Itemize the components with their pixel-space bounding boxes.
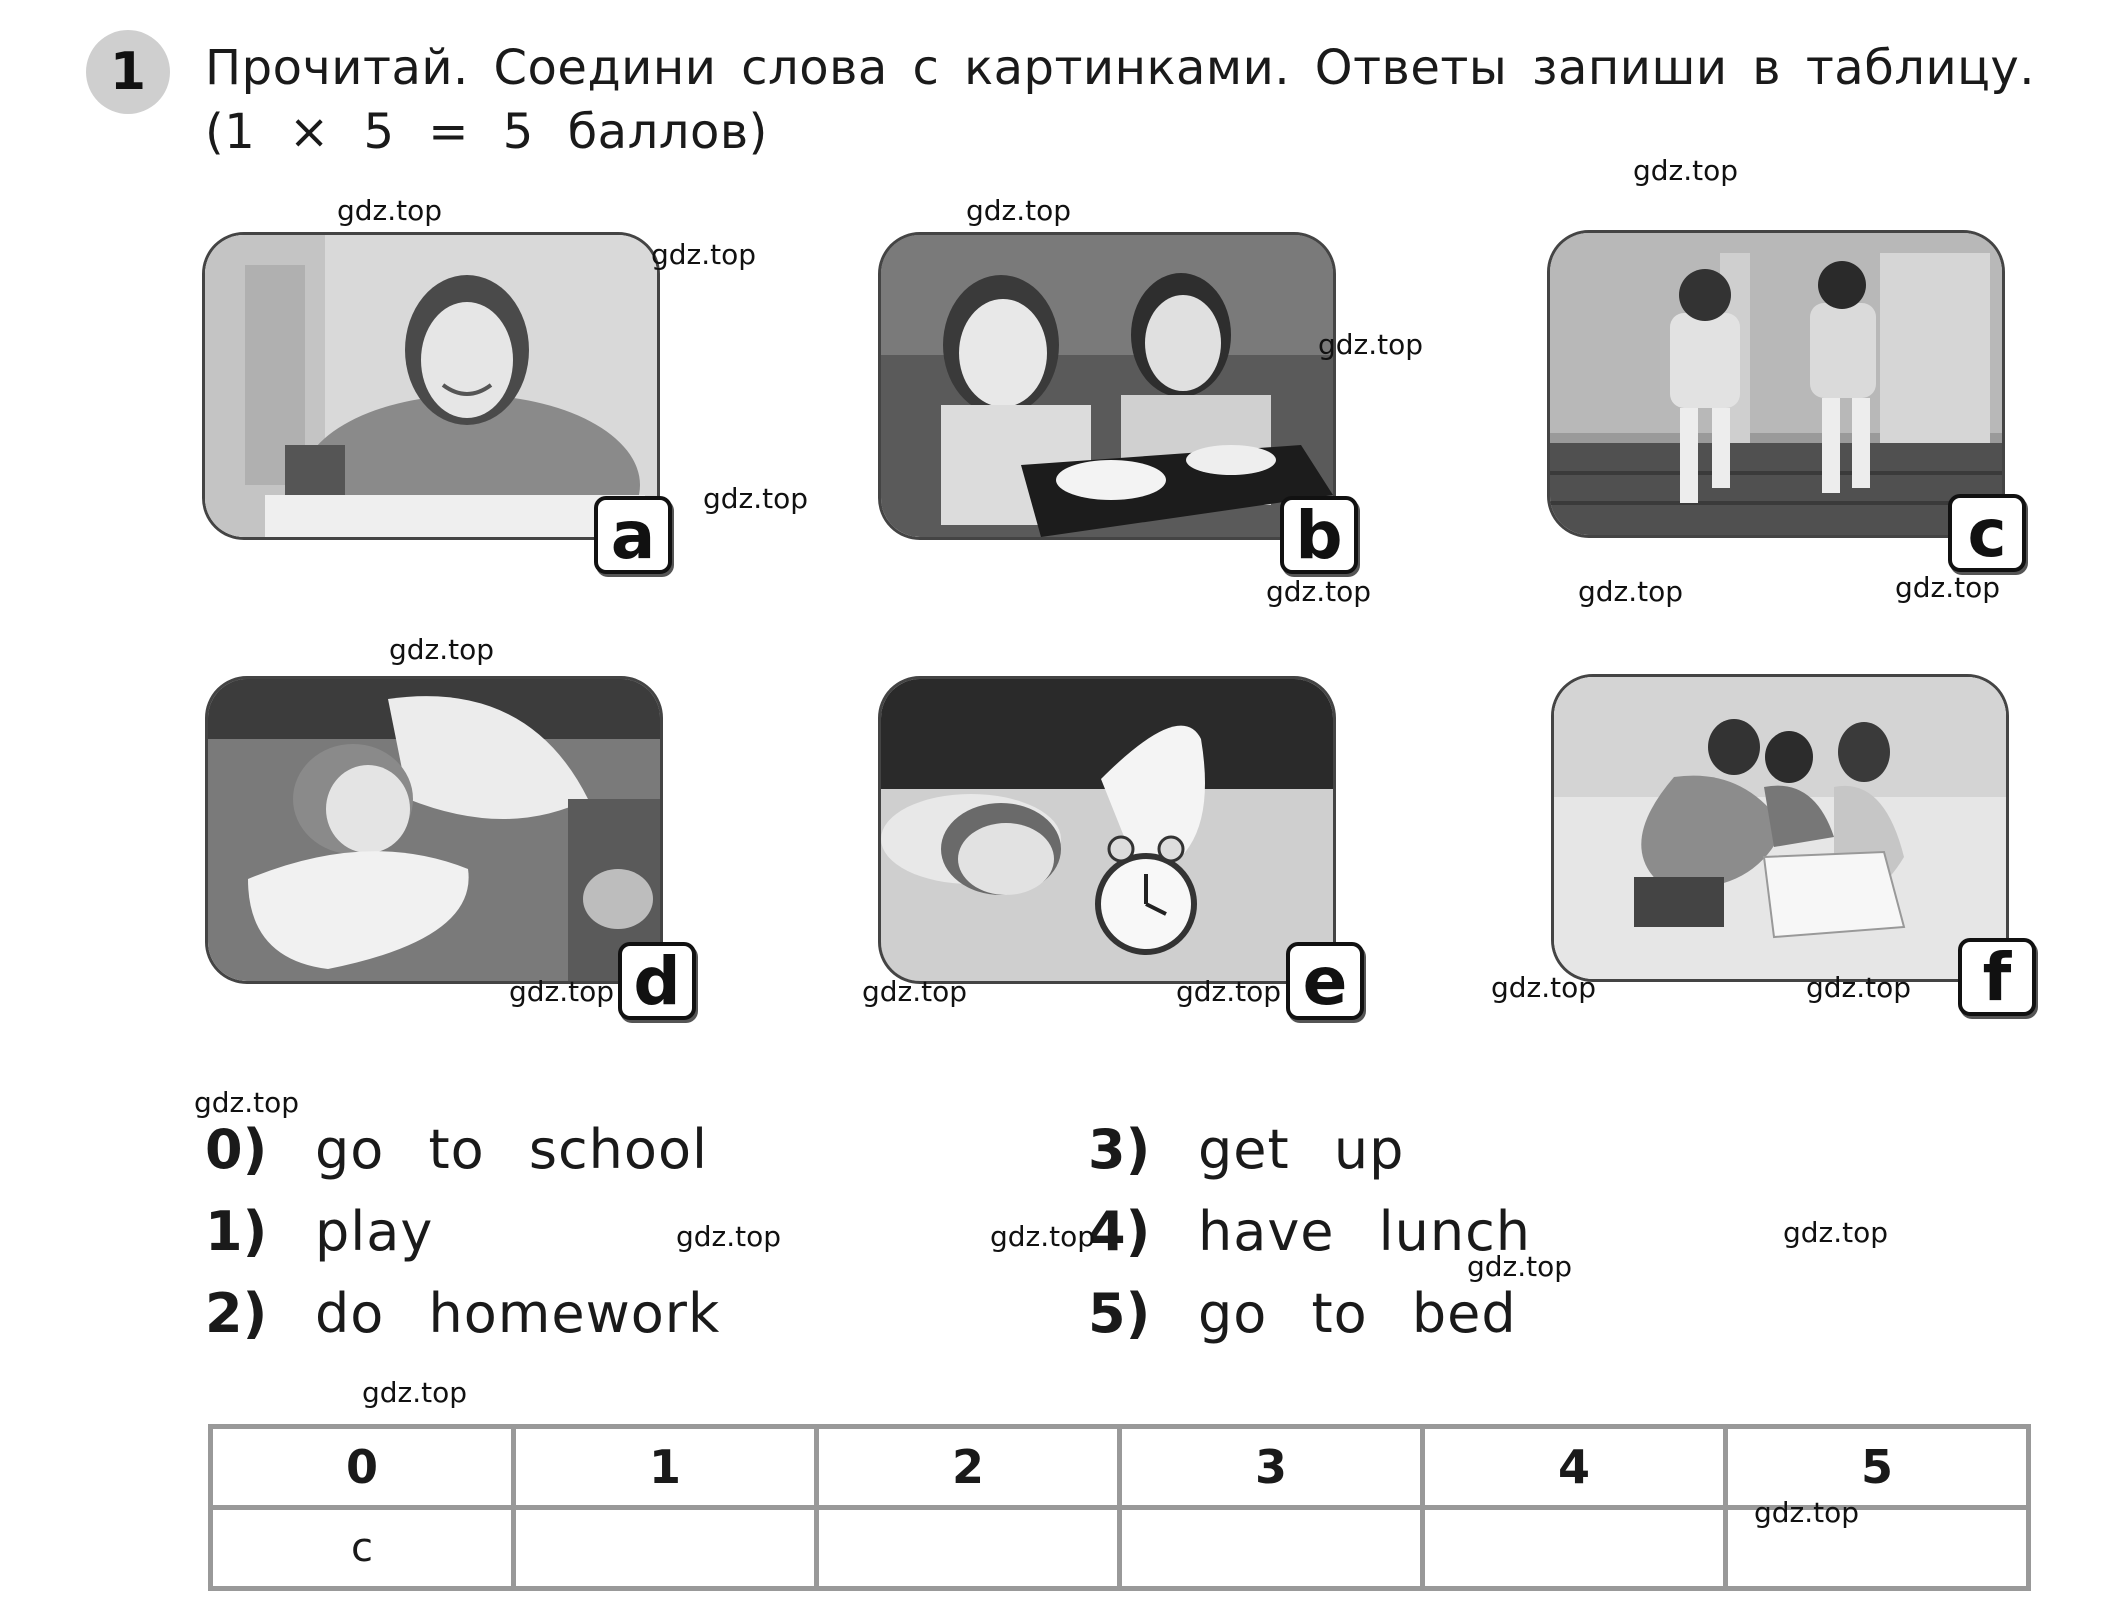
table-header-cell: 2 <box>817 1427 1120 1508</box>
phrase-text: have lunch <box>1198 1200 1532 1263</box>
watermark: gdz.top <box>1783 1216 1889 1249</box>
watermark: gdz.top <box>194 1086 300 1119</box>
picture-b[interactable] <box>878 232 1336 540</box>
picture-label-a: a <box>594 496 672 574</box>
watermark: gdz.top <box>1895 571 2001 604</box>
picture-label-c: c <box>1948 494 2026 572</box>
children-playing-image <box>1554 677 2006 979</box>
instruction-word: Соедини <box>493 40 717 96</box>
watermark: gdz.top <box>862 975 968 1008</box>
phrase-item-4 <box>1088 1200 1531 1263</box>
watermark: gdz.top <box>1491 971 1597 1004</box>
children-going-to-school-image <box>1550 233 2002 535</box>
phrase-number: 5) <box>1088 1282 1151 1345</box>
picture-e[interactable] <box>878 676 1336 984</box>
instruction-word: картинками. <box>964 40 1291 96</box>
watermark: gdz.top <box>703 482 809 515</box>
instruction-word: Прочитай. <box>205 40 469 96</box>
watermark: gdz.top <box>1806 971 1912 1004</box>
picture-label-f: f <box>1958 938 2036 1016</box>
phrase-item-5 <box>1088 1282 1517 1345</box>
answer-cell-3[interactable] <box>1120 1508 1423 1589</box>
boy-with-alarm-clock-image <box>881 679 1333 981</box>
task-instruction <box>205 36 2035 164</box>
instruction-word: в <box>1752 40 1782 96</box>
table-header-cell: 1 <box>514 1427 817 1508</box>
watermark: gdz.top <box>1266 575 1372 608</box>
watermark: gdz.top <box>676 1220 782 1253</box>
phrase-number: 4) <box>1088 1200 1151 1263</box>
phrase-item-1 <box>205 1200 433 1263</box>
phrase-number: 0) <box>205 1118 268 1181</box>
watermark: gdz.top <box>1754 1496 1860 1529</box>
table-header-cell: 5 <box>1726 1427 2029 1508</box>
watermark: gdz.top <box>966 194 1072 227</box>
girl-going-to-bed-image <box>208 679 660 981</box>
phrase-text: play <box>315 1200 434 1263</box>
watermark: gdz.top <box>337 194 443 227</box>
phrase-text: do homework <box>315 1282 721 1345</box>
picture-f[interactable] <box>1551 674 2009 982</box>
answer-cell-1[interactable] <box>514 1508 817 1589</box>
instruction-word: запиши <box>1531 40 1728 96</box>
table-header-cell: 0 <box>211 1427 514 1508</box>
watermark: gdz.top <box>362 1376 468 1409</box>
phrase-item-0 <box>205 1118 708 1181</box>
task-number: 1 <box>86 30 170 114</box>
task-scoring: (1 × 5 = 5 баллов) <box>205 104 768 160</box>
instruction-word: с <box>912 40 940 96</box>
answer-cell-4[interactable] <box>1423 1508 1726 1589</box>
watermark: gdz.top <box>1318 328 1424 361</box>
watermark: gdz.top <box>389 633 495 666</box>
picture-d[interactable] <box>205 676 663 984</box>
table-header-cell: 4 <box>1423 1427 1726 1508</box>
watermark: gdz.top <box>1467 1250 1573 1283</box>
instruction-word: Ответы <box>1314 40 1508 96</box>
phrase-item-2 <box>205 1282 720 1345</box>
girl-doing-homework-image <box>205 235 657 537</box>
picture-a[interactable] <box>202 232 660 540</box>
watermark: gdz.top <box>1633 154 1739 187</box>
picture-c[interactable] <box>1547 230 2005 538</box>
instruction-word: слова <box>741 40 888 96</box>
girls-having-lunch-image <box>881 235 1333 537</box>
watermark: gdz.top <box>1176 975 1282 1008</box>
phrase-number: 1) <box>205 1200 268 1263</box>
answer-cell-2[interactable] <box>817 1508 1120 1589</box>
table-header-cell: 3 <box>1120 1427 1423 1508</box>
watermark: gdz.top <box>990 1220 1096 1253</box>
picture-label-d: d <box>618 942 696 1020</box>
watermark: gdz.top <box>651 238 757 271</box>
phrase-item-3 <box>1088 1118 1404 1181</box>
picture-label-e: e <box>1286 942 1364 1020</box>
watermark: gdz.top <box>1578 575 1684 608</box>
phrase-text: get up <box>1198 1118 1405 1181</box>
phrase-number: 2) <box>205 1282 268 1345</box>
watermark: gdz.top <box>509 975 615 1008</box>
picture-label-b: b <box>1280 496 1358 574</box>
phrase-text: go to school <box>315 1118 708 1181</box>
phrase-text: go to bed <box>1198 1282 1517 1345</box>
instruction-word: таблицу. <box>1805 40 2035 96</box>
phrase-number: 3) <box>1088 1118 1151 1181</box>
answer-cell-0[interactable]: c <box>211 1508 514 1589</box>
